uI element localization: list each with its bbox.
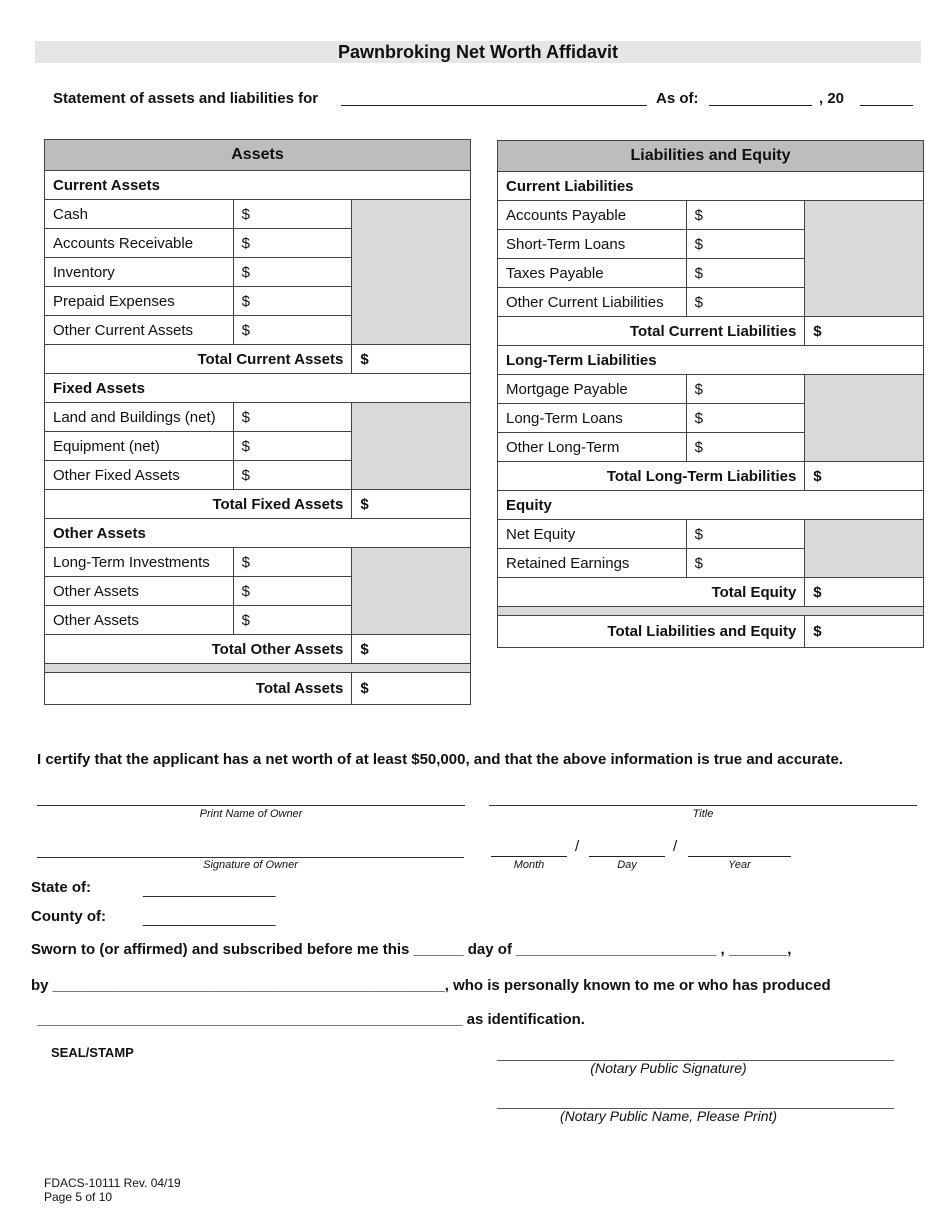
title-field[interactable] [489,805,917,806]
county-field[interactable]: _________________ [143,910,276,926]
total-fixed-assets-label: Total Fixed Assets [45,490,352,519]
table-row [498,520,924,549]
row-label: Long-Term Investments [45,548,234,577]
equity-title: Equity [498,491,924,520]
as-of-label: As of: [656,90,699,107]
total-current-liabilities-field[interactable]: $ [805,317,924,346]
form-title: Pawnbroking Net Worth Affidavit [35,41,921,63]
amount-field[interactable]: $ [233,229,352,258]
assets-header: Assets [45,140,471,171]
total-current-assets-label: Total Current Assets [45,345,352,374]
row-label: Other Assets [45,577,234,606]
print-name-field[interactable] [37,805,465,806]
month-field[interactable] [491,856,567,857]
row-label: Accounts Payable [498,201,687,230]
table-row [45,200,471,229]
amount-field[interactable]: $ [686,230,805,259]
as-of-year-field[interactable] [860,105,913,106]
sworn-line[interactable]: Sworn to (or affirmed) and subscribed before me this ______ day of ________________________ , _______, [31,941,792,958]
amount-field[interactable]: $ [233,606,352,635]
amount-field[interactable]: $ [686,549,805,578]
amount-field[interactable]: $ [686,520,805,549]
amount-field[interactable]: $ [686,375,805,404]
row-label: Other Long-Term [498,433,687,462]
certification-text: I certify that the applicant has a net worth of at least $50,000, and that the above information is true and accurate. [37,751,844,768]
row-label: Prepaid Expenses [45,287,234,316]
seal-stamp-label: SEAL/STAMP [51,1045,134,1060]
total-fixed-assets-field[interactable]: $ [352,490,471,519]
total-liabilities-equity-field[interactable]: $ [805,616,924,648]
amount-field[interactable]: $ [233,258,352,287]
page-number: Page 5 of 10 [44,1190,113,1204]
shaded-cell [352,548,471,635]
amount-field[interactable]: $ [233,316,352,345]
statement-label: Statement of assets and liabilities for [53,90,319,107]
other-assets-title: Other Assets [45,519,471,548]
notary-signature-field[interactable]: ___________________________________________________ [497,1045,895,1061]
total-current-assets-field[interactable]: $ [352,345,471,374]
amount-field[interactable]: $ [686,288,805,317]
long-term-liabilities-title: Long-Term Liabilities [498,346,924,375]
total-assets-field[interactable]: $ [352,673,471,705]
row-label: Other Current Assets [45,316,234,345]
print-name-caption: Print Name of Owner [199,808,303,820]
amount-field[interactable]: $ [233,432,352,461]
total-long-term-liabilities-label: Total Long-Term Liabilities [498,462,805,491]
form-id: FDACS-10111 Rev. 04/19 [44,1176,181,1190]
row-label: Inventory [45,258,234,287]
table-row [45,403,471,432]
total-equity-label: Total Equity [498,578,805,607]
shaded-cell [805,201,924,317]
table-row [498,201,924,230]
row-label: Other Assets [45,606,234,635]
statement-name-field[interactable] [341,105,647,106]
date-separator: / [575,838,580,855]
liabilities-table [497,140,924,648]
amount-field[interactable]: $ [686,201,805,230]
amount-field[interactable]: $ [233,403,352,432]
amount-field[interactable]: $ [233,287,352,316]
year-prefix: , 20 [819,90,845,107]
notary-name-caption: (Notary Public Name, Please Print) [559,1108,778,1124]
separator [498,607,924,616]
row-label: Cash [45,200,234,229]
row-label: Long-Term Loans [498,404,687,433]
total-equity-field[interactable]: $ [805,578,924,607]
total-assets-label: Total Assets [45,673,352,705]
table-row [498,375,924,404]
signature-caption: Signature of Owner [203,859,298,871]
row-label: Retained Earnings [498,549,687,578]
assets-table [44,139,471,705]
current-liabilities-title: Current Liabilities [498,172,924,201]
row-label: Land and Buildings (net) [45,403,234,432]
shaded-cell [805,520,924,578]
day-field[interactable] [589,856,665,857]
total-liabilities-equity-label: Total Liabilities and Equity [498,616,805,648]
amount-field[interactable]: $ [233,461,352,490]
county-label: County of: [31,908,106,925]
row-label: Mortgage Payable [498,375,687,404]
month-caption: Month [513,859,545,871]
row-label: Accounts Receivable [45,229,234,258]
row-label: Net Equity [498,520,687,549]
signature-field[interactable] [37,857,464,858]
shaded-cell [352,200,471,345]
fixed-assets-title: Fixed Assets [45,374,471,403]
separator [45,664,471,673]
shaded-cell [352,403,471,490]
total-current-liabilities-label: Total Current Liabilities [498,317,805,346]
year-field[interactable] [688,856,791,857]
notary-name-field[interactable]: ___________________________________________________ [497,1093,895,1109]
table-row [45,548,471,577]
row-label: Other Current Liabilities [498,288,687,317]
row-label: Short-Term Loans [498,230,687,259]
total-long-term-liabilities-field[interactable]: $ [805,462,924,491]
amount-field[interactable]: $ [233,200,352,229]
shaded-cell [805,375,924,462]
amount-field[interactable]: $ [233,577,352,606]
row-label: Taxes Payable [498,259,687,288]
as-of-date-field[interactable] [709,105,812,106]
row-label: Equipment (net) [45,432,234,461]
state-field[interactable]: _________________ [143,881,276,897]
amount-field[interactable]: $ [686,259,805,288]
year-caption: Year [728,859,751,871]
title-caption: Title [692,808,714,820]
amount-field[interactable]: $ [686,404,805,433]
total-other-assets-label: Total Other Assets [45,635,352,664]
total-other-assets-field[interactable]: $ [352,635,471,664]
date-separator: / [673,838,678,855]
current-assets-title: Current Assets [45,171,471,200]
notary-signature-caption: (Notary Public Signature) [590,1060,747,1076]
identification-line[interactable]: ___________________________________________________ as identification. [37,1011,585,1028]
amount-field[interactable]: $ [686,433,805,462]
row-label: Other Fixed Assets [45,461,234,490]
amount-field[interactable]: $ [233,548,352,577]
state-label: State of: [31,879,91,896]
liabilities-header: Liabilities and Equity [498,141,924,172]
by-line[interactable]: by _______________________________________________, who is personally known to me or who has produced [31,977,831,994]
day-caption: Day [617,859,637,871]
